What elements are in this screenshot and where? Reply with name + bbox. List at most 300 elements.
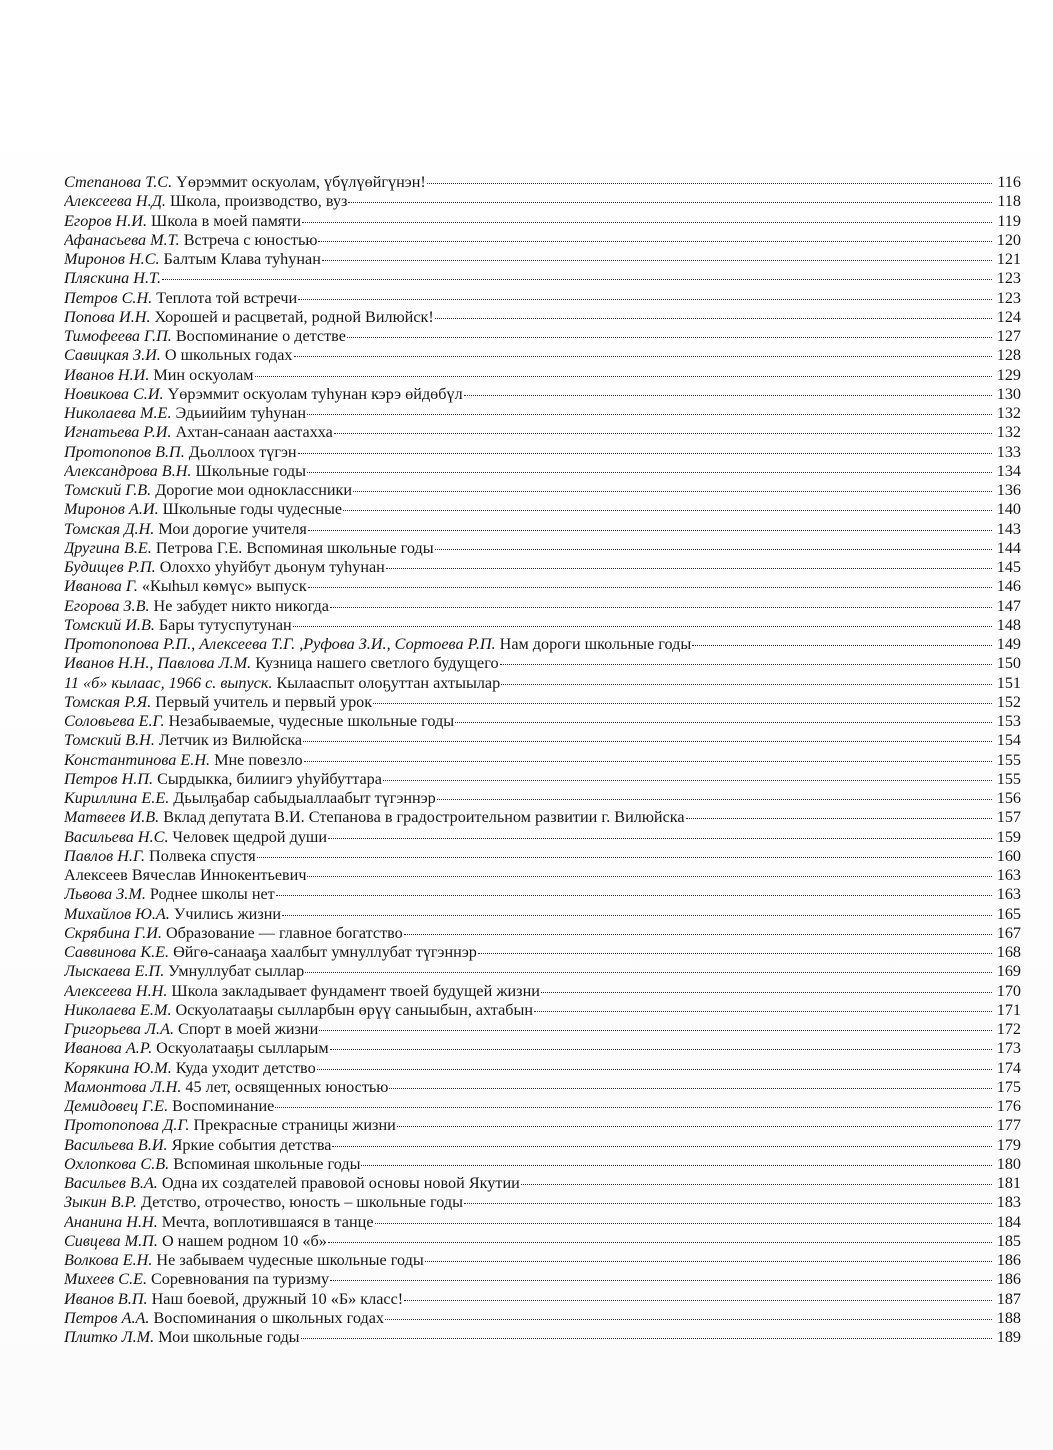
toc-entry-author: Львова З.М. [64,885,146,904]
toc-entry-leader-dots [425,1260,992,1262]
toc-entry-author: Скрябина Г.И. [64,923,162,942]
toc-entry-leader-dots [330,1279,992,1281]
toc-entry-leader-dots [353,490,992,492]
toc-entry-leader-dots [347,336,992,338]
toc-entry [64,385,1021,404]
toc-entry [64,905,1021,924]
toc-entry-page-number: 123 [996,269,1021,288]
toc-entry-title: Воспоминание [172,1097,275,1115]
toc-entry-page-number: 165 [996,904,1021,923]
toc-entry-author: Лыскаева Е.П. [64,962,165,981]
toc-entry-author: Будищев Р.П. [64,558,156,576]
toc-entry-title: Мои дорогие учителя [158,519,307,538]
toc-entry-page-number: 151 [996,673,1021,692]
toc-entry [64,1097,1021,1116]
toc-entry-page-number: 132 [996,404,1021,422]
toc-entry-title: Бары тутуспутунан [158,615,292,634]
toc-entry [64,1020,1021,1039]
toc-entry-title: Теплота той встречи [156,288,298,307]
toc-entry-author: Пляскина Н.Т. [64,269,162,288]
toc-entry-text [64,1193,463,1212]
toc-entry-leader-dots [427,182,992,184]
toc-entry-text [64,212,301,231]
toc-entry-leader-dots [464,394,992,396]
toc-entry-page-number: 119 [997,211,1021,230]
toc-entry-text [64,173,426,192]
toc-entry-text [64,828,327,847]
toc-entry-page-number: 127 [996,327,1021,345]
toc-entry [64,847,1021,866]
toc-entry [64,462,1021,481]
toc-entry-leader-dots [692,644,992,646]
toc-entry-leader-dots [307,413,992,415]
toc-entry-page-number: 128 [996,346,1021,365]
toc-entry-text [64,1059,316,1078]
toc-entry-page-number: 168 [996,943,1021,961]
toc-entry-author: Миронов А.И. [64,500,159,519]
toc-entry-title: Балтым Клава туһунан [163,250,321,268]
toc-entry-leader-dots [301,1337,992,1339]
toc-entry-author: Алексеева Н.Н. [64,981,168,1000]
toc-entry-title: Алексеев Вячеслав Иннокентьевич [64,866,307,884]
toc-entry-page-number: 170 [996,981,1021,1000]
toc-entry-text [64,1136,331,1155]
toc-entry-page-number: 144 [996,538,1021,557]
toc-entry-page-number: 133 [996,442,1021,461]
toc-entry-text [64,192,347,211]
toc-entry-page-number: 163 [996,866,1021,884]
toc-entry-title: Одна их создателей правовой основы новой Якутии [161,1174,520,1192]
toc-entry-author: Корякина Ю.М. [64,1058,172,1077]
toc-entry-leader-dots [404,1299,992,1301]
toc-entry [64,366,1021,385]
toc-entry-title: Дьоллоох түгэн [188,442,297,461]
toc-entry-author: Кириллина Е.Е. [64,789,170,807]
toc-entry [64,1290,1021,1309]
toc-entry-text [64,616,292,635]
toc-entry-author: Григорьева Л.А. [64,1020,175,1038]
toc-entry [64,1309,1021,1328]
toc-entry-page-number: 163 [996,885,1021,904]
toc-entry-title: Оскуолатааҕы сылларбын өрүү саныыбын, ахтабын [175,1000,534,1019]
toc-entry [64,654,1021,673]
toc-entry [64,962,1021,981]
toc-entry-text [64,674,500,693]
toc-entry-text [64,269,161,288]
toc-entry-text [64,231,317,250]
toc-entry-text [64,635,691,654]
toc-entry-title: Үөрэммит оскуолам туһунан кэрэ өйдөбүл [167,384,463,403]
toc-entry-leader-dots [435,548,992,550]
toc-entry-title: Хорошей и расцветай, родной Вилюйск! [154,307,434,326]
toc-entry-page-number: 155 [996,769,1021,788]
toc-entry-page-number: 167 [996,923,1021,942]
toc-entry-leader-dots [404,933,992,935]
toc-entry-author: Михайлов Ю.А. [64,904,170,923]
toc-entry-page-number: 159 [996,827,1021,846]
toc-entry-title: Школа закладывает фундамент твоей будущей жизни [171,981,540,1000]
toc-entry-page-number: 185 [996,1231,1021,1250]
toc-entry-title: Не забудет никто никогда [153,596,329,615]
toc-entry-author: Павлов Н.Г. [64,846,146,865]
toc-entry-title: Летчик из Вилюйска [158,731,303,750]
toc-entry-page-number: 150 [996,654,1021,673]
toc-entry-title: Соревнования па туризму [151,1270,330,1289]
toc-entry-leader-dots [686,817,992,819]
toc-entry-page-number: 181 [996,1174,1021,1192]
toc-entry-text [64,905,281,924]
toc-entry-author: Протопопова Д.Г. [64,1116,190,1135]
toc-entry-author: Томский И.В. [64,615,155,634]
toc-entry-page-number: 183 [996,1193,1021,1212]
toc-entry-text [64,250,321,269]
toc-entry-page-number: 169 [996,962,1021,981]
toc-entry-title: Не забываем чудесные школьные годы [156,1251,424,1269]
toc-entry-text [64,443,297,462]
toc-entry-page-number: 154 [996,731,1021,750]
toc-entry [64,693,1021,712]
toc-entry-leader-dots [385,1318,992,1320]
toc-entry-leader-dots [328,837,992,839]
toc-entry-author: Охлопкова С.В. [64,1154,170,1173]
toc-entry-page-number: 188 [996,1308,1021,1327]
toc-entry-text [64,808,685,827]
toc-entry [64,597,1021,616]
toc-entry-author: Другина В.Е. [64,538,152,557]
toc-entry-title: О нашем родном 10 «б» [161,1231,327,1250]
toc-entry-text [64,847,256,866]
toc-entry-text [64,520,307,539]
toc-entry-author: Протопопова Р.П., Алексеева Т.Г. ,Руфова З.И., Сортоева Р.П. [64,635,496,653]
toc-entry-author: Томская Д.Н. [64,519,155,538]
toc-entry [64,982,1021,1001]
toc-entry-text [64,1232,327,1251]
toc-entry-title: Петрова Г.Е. Вспоминая школьные годы [155,538,434,557]
toc-entry [64,1039,1021,1058]
toc-entry-text [64,982,540,1001]
toc-entry-author: Попова И.Н. [64,307,151,326]
toc-entry-author: Савицкая З.И. [64,346,161,365]
toc-entry [64,1078,1021,1097]
toc-entry-author: Николаева Е.М. [64,1000,172,1019]
toc-entry-text [64,731,302,750]
toc-entry-leader-dots [397,1125,992,1127]
toc-entry-leader-dots [521,1183,992,1185]
toc-entry-text [64,885,275,904]
toc-entry-author: Васильева В.И. [64,1135,168,1154]
toc-entry-text [64,462,306,481]
toc-entry-text [64,558,385,577]
toc-entry-leader-dots [303,740,992,742]
toc-entry-title: Вспоминая школьные годы [173,1154,361,1173]
toc-entry-leader-dots [304,760,992,762]
toc-entry-page-number: 186 [996,1251,1021,1269]
toc-entry-leader-dots [383,779,992,781]
toc-entry-text [64,962,304,981]
toc-entry [64,751,1021,770]
toc-entry [64,308,1021,327]
toc-entry-author: Мамонтова Л.Н. [64,1077,182,1096]
toc-entry-author: Иванов Н.И. [64,365,150,384]
toc-entry-text [64,1328,300,1347]
toc-entry [64,1270,1021,1289]
toc-entry-title: Школьные годы [195,461,306,480]
toc-entry-page-number: 118 [997,192,1021,211]
toc-entry-leader-dots [308,586,992,588]
toc-entry [64,577,1021,596]
toc-entry [64,1059,1021,1078]
toc-entry-leader-dots [373,702,992,704]
toc-entry-author: Игнатьева Р.И. [64,423,172,442]
toc-entry-author: Ананина Н.Н. [64,1212,158,1231]
toc-entry-title: Школа в моей памяти [151,211,302,230]
toc-entry [64,1328,1021,1347]
toc-entry-text [64,1020,318,1039]
toc-entry-author: Петров Н.П. [64,769,154,788]
toc-entry-page-number: 134 [996,461,1021,480]
toc-entry-author: Иванов Н.Н., Павлова Л.М. [64,654,252,673]
toc-entry-text [64,366,254,385]
toc-entry-title: Ахтан-санаан аастахха [175,423,333,442]
toc-entry-author: Томский Г.В. [64,481,152,499]
toc-entry [64,616,1021,635]
toc-entry [64,1001,1021,1020]
toc-entry-author: 11 «б» кылаас, 1966 с. выпуск. [64,673,273,692]
toc-entry-title: Полвека спустя [149,846,256,865]
toc-entry-title: Кузница нашего светлого будущего [255,654,499,673]
toc-entry [64,731,1021,750]
toc-entry-page-number: 171 [996,1000,1021,1019]
toc-entry-page-number: 189 [996,1328,1021,1346]
toc-entry-title: Мечта, воплотившаяся в танце [161,1212,374,1231]
toc-entry-page-number: 187 [996,1289,1021,1308]
toc-entry-leader-dots [298,452,992,454]
toc-entry-leader-dots [276,894,992,896]
toc-entry-page-number: 184 [996,1212,1021,1231]
toc-entry-page-number: 179 [996,1135,1021,1154]
toc-entry-leader-dots [319,1029,992,1031]
toc-entry-author: Михеев С.Е. [64,1270,147,1289]
toc-entry [64,173,1021,192]
toc-entry-page-number: 153 [996,712,1021,730]
toc-entry-title: Умнуллубат сыллар [168,962,305,981]
toc-entry-leader-dots [294,355,992,357]
toc-entry-author: Матвеев И.В. [64,808,160,827]
toc-entry-author: Петров С.Н. [64,288,153,307]
toc-entry [64,1251,1021,1270]
toc-entry [64,423,1021,442]
toc-entry-text [64,654,499,673]
toc-entry-text [64,539,434,558]
toc-entry-leader-dots [322,259,992,261]
toc-entry-title: Мои школьные годы [158,1328,300,1346]
toc-entry-leader-dots [501,683,992,685]
toc-entry-leader-dots [534,1010,992,1012]
toc-entry-author: Егорова З.В. [64,596,150,615]
toc-entry-author: Миронов Н.С. [64,250,160,268]
toc-entry-leader-dots [257,856,992,858]
toc-entry-page-number: 116 [997,173,1021,191]
toc-entry-title: Детство, отрочество, юность – школьные годы [140,1193,463,1212]
toc-entry-page-number: 157 [996,808,1021,827]
toc-entry-page-number: 172 [996,1020,1021,1038]
toc-entry-leader-dots [305,971,992,973]
toc-entry-leader-dots [308,529,992,531]
toc-entry-author: Николаева М.Е. [64,404,172,422]
toc-entry [64,212,1021,231]
toc-entry-author: Иванова А.Р. [64,1039,153,1058]
toc-entry-leader-dots [435,317,992,319]
toc-entry [64,1136,1021,1155]
toc-entry [64,443,1021,462]
toc-entry-title: Нам дороги школьные годы [499,635,692,653]
toc-entry-page-number: 160 [996,846,1021,865]
toc-entry-author: Сивцева М.П. [64,1231,158,1250]
toc-entry-author: Соловьева Е.Г. [64,712,165,730]
toc-entry [64,539,1021,558]
toc-entry-title: Спорт в моей жизни [178,1020,319,1038]
toc-entry-leader-dots [302,221,992,223]
toc-entry-title: Олоххо уһуйбут дьонум туһунан [159,558,385,576]
toc-entry-text [64,866,306,885]
toc-entry-page-number: 155 [996,750,1021,769]
toc-entry-title: Өйгө-санааҕа хаалбыт умнуллубат түгэннэр [173,943,477,961]
toc-entry-leader-dots [361,1164,992,1166]
toc-entry [64,481,1021,500]
toc-entry-title: Мне повезло [214,750,303,769]
toc-entry-title: Яркие события детства [171,1135,332,1154]
toc-entry-title: Сырдыкка, билиигэ уһуйбуттара [157,769,382,788]
toc-entry [64,404,1021,423]
toc-entry-author: Алексеева Н.Д. [64,192,166,211]
toc-entry-title: Мин оскуолам [153,365,254,384]
toc-entry-page-number: 130 [996,384,1021,403]
toc-entry-page-number: 120 [996,230,1021,249]
toc-entry-leader-dots [317,1068,992,1070]
toc-entry-leader-dots [332,1145,992,1147]
toc-entry-text [64,751,303,770]
toc-entry-page-number: 121 [996,250,1021,268]
toc-entry-leader-dots [162,278,992,280]
toc-entry-title: Куда уходит детство [175,1058,316,1077]
toc-entry-author: Плитко Л.М. [64,1328,155,1346]
toc-entry-title: Эдьиийим туһунан [175,404,306,422]
toc-entry-leader-dots [330,606,992,608]
toc-entry-title: Первый учитель и первый урок [155,692,373,711]
toc-entry-leader-dots [330,1048,992,1050]
toc-entry-author: Волкова Е.Н. [64,1251,153,1269]
toc-entry-author: Саввинова К.Е. [64,943,170,961]
toc-entry-leader-dots [343,509,992,511]
toc-entry-author: Новикова С.И. [64,384,164,403]
toc-entry-title: Школа, производство, вуз [169,192,348,211]
toc-entry-text [64,423,333,442]
toc-entry-author: Тимофеева Г.П. [64,327,172,345]
toc-entry-author: Александрова В.Н. [64,461,192,480]
toc-entry-author: Иванов В.П. [64,1289,148,1308]
toc-entry-text [64,346,293,365]
toc-entry-leader-dots [455,721,992,723]
toc-entry-text [64,1270,329,1289]
toc-entry-text [64,1251,424,1270]
toc-entry-page-number: 149 [996,635,1021,653]
toc-entry-title: Учились жизни [173,904,282,923]
toc-entry-text [64,789,436,808]
toc-entry [64,1155,1021,1174]
toc-entry-text [64,1290,403,1309]
toc-entry-title: Прекрасные страницы жизни [193,1116,396,1135]
toc-entry-text [64,1097,274,1116]
toc-entry-text [64,770,382,789]
toc-entry-page-number: 132 [996,423,1021,442]
toc-entry-author: Васильев В.А. [64,1174,158,1192]
toc-entry-title: Воспоминания о школьных годах [153,1308,385,1327]
toc-entry-author: Степанова Т.С. [64,173,173,191]
toc-entry-title: Образование — главное богатство [165,923,403,942]
toc-entry [64,924,1021,943]
toc-entry-leader-dots [298,298,992,300]
toc-entry-title: Кылааспыт олоҕуттан ахтыылар [276,673,501,692]
toc-entry-text [64,1213,374,1232]
toc-entry-title: Үөрэммит оскуолам, үбүлүөйгүнэн! [176,173,426,191]
toc-entry-page-number: 173 [996,1039,1021,1058]
toc-entry-title: «Кыһыл көмүс» выпуск [141,577,307,596]
toc-entry [64,635,1021,654]
toc-entry-author: Константинова Е.Н. [64,750,211,769]
toc-entry-page-number: 174 [996,1058,1021,1077]
toc-entry-text [64,404,306,423]
toc-entry-title: Встреча с юностью [183,230,318,249]
toc-entry-author: Протопопов В.П. [64,442,185,461]
toc-entry-page-number: 146 [996,577,1021,596]
toc-entry-title: Незабываемые, чудесные школьные годы [168,712,455,730]
toc-entry [64,770,1021,789]
toc-entry-leader-dots [282,914,992,916]
toc-entry-title: Вклад депутата В.И. Степанова в градостроительном развитии г. Вилюйска [163,808,685,827]
toc-entry [64,289,1021,308]
toc-entry-page-number: 177 [996,1116,1021,1135]
toc-entry-leader-dots [348,201,992,203]
toc-entry-text [64,308,434,327]
toc-entry-text [64,597,329,616]
toc-entry-page-number: 143 [996,519,1021,538]
table-of-contents [64,173,1021,1347]
toc-entry-author: Егоров Н.И. [64,211,148,230]
toc-entry-author: Томская Р.Я. [64,692,152,711]
toc-entry-text [64,289,297,308]
toc-entry-page-number: 148 [996,615,1021,634]
toc-entry-page-number: 124 [996,307,1021,326]
toc-entry [64,885,1021,904]
toc-entry-text [64,385,463,404]
toc-entry-text [64,712,454,731]
toc-entry-title: О школьных годах [164,346,293,365]
toc-entry-text [64,1309,384,1328]
toc-entry-author: Демидовец Г.Е. [64,1097,169,1115]
toc-entry-page-number: 175 [996,1077,1021,1096]
toc-entry-text [64,327,346,346]
toc-entry-text [64,1174,520,1193]
toc-entry-author: Зыкин В.Р. [64,1193,137,1212]
toc-entry-leader-dots [255,375,992,377]
toc-entry [64,1174,1021,1193]
toc-entry-author: Васильева Н.С. [64,827,169,846]
toc-entry-page-number: 186 [996,1270,1021,1289]
toc-entry-leader-dots [318,240,992,242]
toc-entry-leader-dots [293,625,992,627]
toc-entry-title: Наш боевой, дружный 10 «Б» класс! [151,1289,404,1308]
toc-entry [64,250,1021,269]
